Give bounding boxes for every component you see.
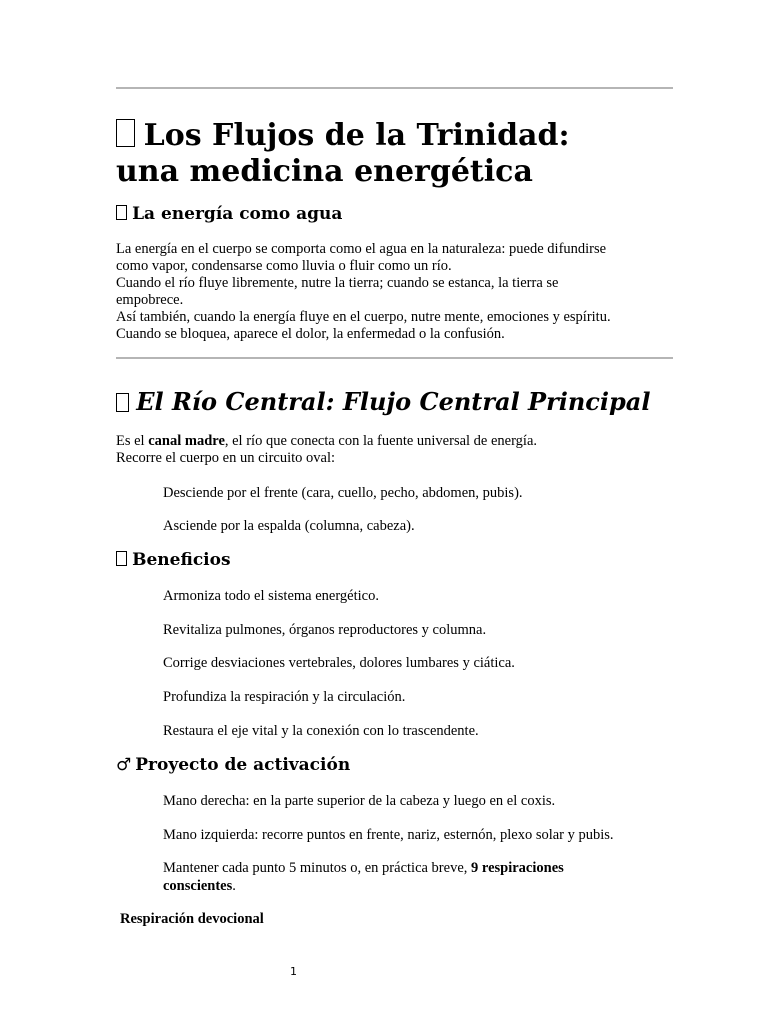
missing-glyph-icon xyxy=(116,119,135,148)
list-item: Revitaliza pulmones, órganos reproductores y columna. xyxy=(163,622,487,638)
list-item: Profundiza la respiración y la circulación. xyxy=(163,689,406,705)
paragraph-line: La energía en el cuerpo se comporta como el agua en la naturaleza: puede difundirse xyxy=(116,241,607,257)
paragraph-line: como vapor, condensarse como lluvia o fluir como un río. xyxy=(116,258,452,274)
list-item: Restaura el eje vital y la conexión con lo trascendente. xyxy=(163,723,479,739)
section-heading-energy-water: La energía como agua xyxy=(116,203,342,225)
page-number: 1 xyxy=(290,965,297,978)
missing-glyph-icon xyxy=(116,205,127,220)
list-item: Desciende por el frente (cara, cuello, pecho, abdomen, pubis). xyxy=(163,485,523,501)
section-heading-activation: ♂ Proyecto de activación xyxy=(116,755,351,775)
male-symbol-icon: ♂ xyxy=(116,755,132,775)
devotional-heading: Respiración devocional xyxy=(120,911,264,927)
bold-term: canal madre xyxy=(148,433,225,449)
list-item: Asciende por la espalda (columna, cabeza). xyxy=(163,518,415,534)
section-divider xyxy=(116,357,673,359)
top-divider xyxy=(116,87,673,89)
missing-glyph-icon xyxy=(116,551,127,566)
list-item: Armoniza todo el sistema energético. xyxy=(163,588,379,604)
list-item: Mano derecha: en la parte superior de la cabeza y luego en el coxis. xyxy=(163,793,556,809)
paragraph-line: Cuando el río fluye libremente, nutre la tierra; cuando se estanca, la tierra se xyxy=(116,275,559,291)
bold-term: 9 respiraciones xyxy=(471,860,564,876)
list-item: Corrige desviaciones vertebrales, dolores lumbares y ciática. xyxy=(163,655,515,671)
bold-term: conscientes xyxy=(163,878,233,894)
energy-water-paragraph xyxy=(116,241,673,343)
title-line-2: una medicina energética xyxy=(116,154,533,189)
paragraph-line: Así también, cuando la energía fluye en el cuerpo, nutre mente, emociones y espíritu. xyxy=(116,309,611,325)
missing-glyph-icon xyxy=(116,393,129,412)
list-item: Mano izquierda: recorre puntos en frente, nariz, esternón, plexo solar y pubis. xyxy=(163,827,614,843)
list-item: Mantener cada punto 5 minutos o, en práctica breve, 9 respiraciones conscientes. xyxy=(163,860,564,894)
paragraph-line: Cuando se bloquea, aparece el dolor, la enfermedad o la confusión. xyxy=(116,326,505,342)
section-heading-benefits: Beneficios xyxy=(116,549,231,571)
central-river-intro: Es el canal madre, el río que conecta con la fuente universal de energía. Recorre el cuerpo en un circuito oval: xyxy=(116,433,538,466)
paragraph-line: empobrece. xyxy=(116,292,184,308)
section-heading-central-river: El Río Central: Flujo Central Principal xyxy=(116,387,650,417)
page-title xyxy=(116,118,673,190)
title-line-1: Los Flujos de la Trinidad: xyxy=(143,118,570,153)
